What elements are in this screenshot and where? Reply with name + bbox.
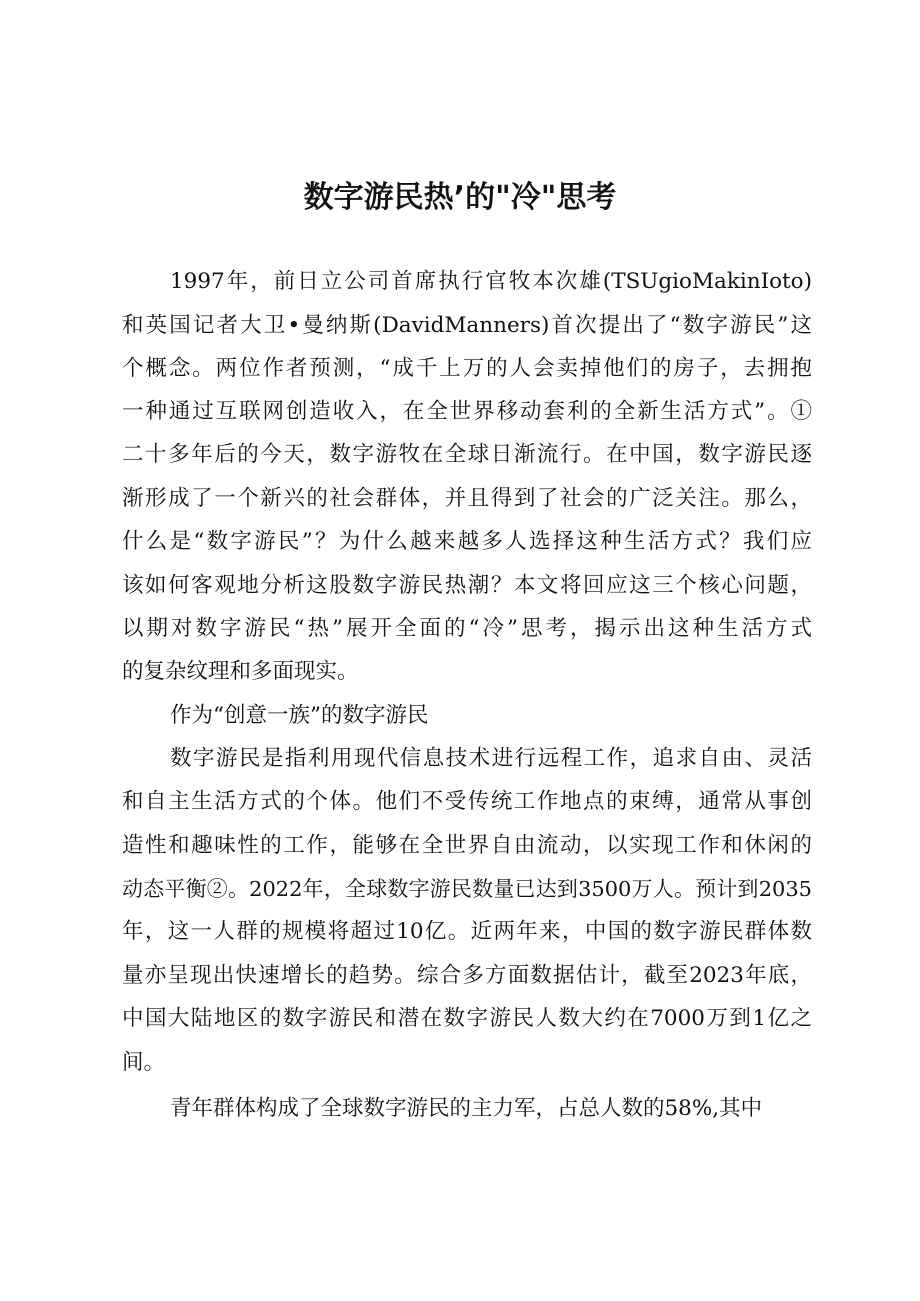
paragraph-line: 和自主生活方式的个体。他们不受传统工作地点的束缚，通常从事创 — [122, 789, 812, 814]
paragraph-line: 渐形成了一个新兴的社会群体，并且得到了社会的广泛关注。那么， — [122, 486, 812, 511]
paragraph-line: 造性和趣味性的工作，能够在全世界自由流动，以实现工作和休闲的 — [122, 833, 812, 858]
paragraph-line: 个概念。两位作者预测，“成千上万的人会卖掉他们的房子，去拥抱 — [122, 356, 812, 381]
paragraph-line: 间。 — [122, 1050, 166, 1075]
paragraph-line: 年，这一人群的规模将超过10亿。近两年来，中国的数字游民群体数 — [122, 919, 812, 944]
paragraph-line: 该如何客观地分析这股数字游民热潮？本文将回应这三个核心问题， — [122, 573, 812, 598]
paragraph-line: 以期对数字游民“热”展开全面的“冷”思考，揭示出这种生活方式 — [122, 616, 812, 641]
paragraph-line: 1997年，前日立公司首席执行官牧本次雄(TSUgioMakinIoto) — [170, 269, 812, 294]
section-heading: 作为“创意一族”的数字游民 — [170, 703, 429, 728]
paragraph-line: 的复杂纹理和多面现实。 — [122, 659, 359, 684]
paragraph-line: 青年群体构成了全球数字游民的主力军，占总人数的58%,其中 — [170, 1096, 763, 1121]
paragraph-line: 什么是“数字游民”？为什么越来越多人选择这种生活方式？我们应 — [122, 529, 812, 554]
paragraph-line: 数字游民是指利用现代信息技术进行远程工作，追求自由、灵活 — [170, 746, 812, 771]
paragraph-line: 量亦呈现出快速增长的趋势。综合多方面数据估计，截至2023年底， — [122, 963, 812, 988]
paragraph-line: 中国大陆地区的数字游民和潜在数字游民人数大约在7000万到1亿之 — [122, 1006, 812, 1031]
paragraph-line: 和英国记者大卫•曼纳斯(DavidManners)首次提出了“数字游民”这 — [122, 313, 812, 338]
paragraph-line: 动态平衡②。2022年，全球数字游民数量已达到3500万人。预计到2035 — [122, 877, 812, 901]
document-title: 数字游民热’的"冷"思考 — [303, 180, 617, 215]
paragraph-line: 二十多年后的今天，数字游牧在全球日渐流行。在中国，数字游民逐 — [122, 442, 812, 467]
paragraph-line: 一种通过互联网创造收入，在全世界移动套利的全新生活方式”。① — [122, 399, 812, 424]
